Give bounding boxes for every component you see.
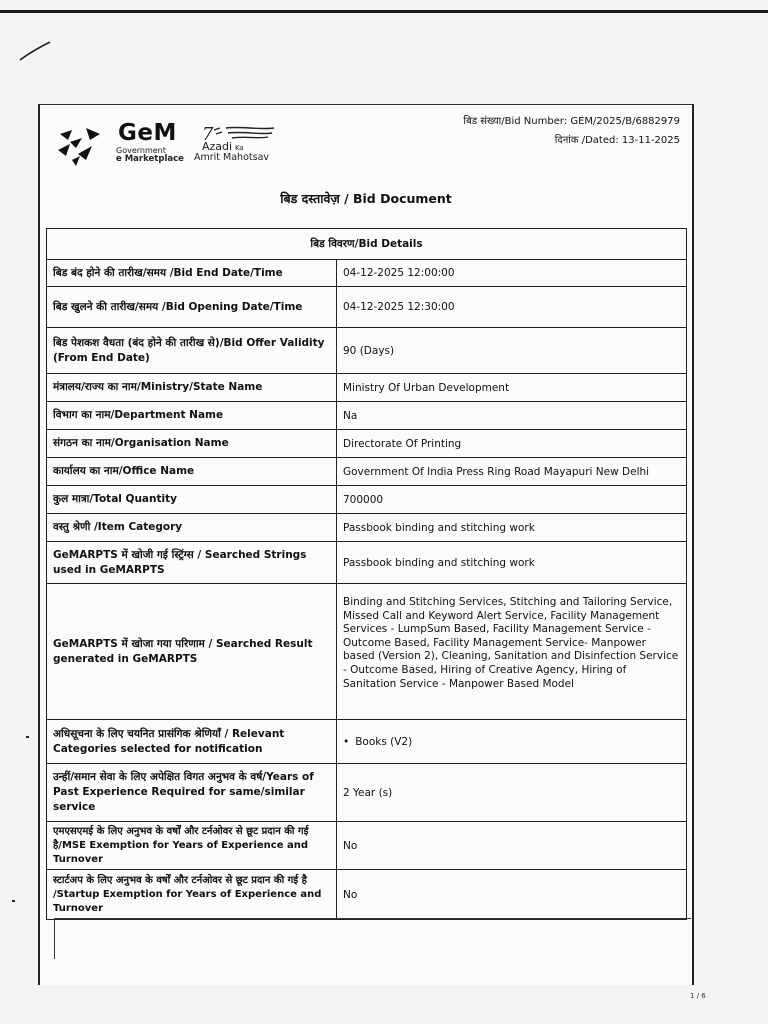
table-row — [47, 402, 687, 430]
row-label-office: कार्यालय का नाम/Office Name — [47, 458, 337, 486]
gem-logo-wordmark: GeM — [118, 120, 177, 146]
next-table-start — [54, 918, 691, 959]
table-row — [47, 430, 687, 458]
table-row — [47, 720, 687, 764]
document-title: बिड दस्तावेज़ / Bid Document — [280, 191, 452, 206]
svg-text:7: 7 — [202, 124, 214, 145]
table-row — [47, 287, 687, 328]
bid-number-line — [463, 112, 680, 131]
table-row — [47, 486, 687, 514]
table-row — [47, 514, 687, 542]
table-row — [47, 584, 687, 720]
row-label-past-experience: उन्हीं/समान सेवा के लिए अपेक्षित विगत अनुभव के वर्ष/Years of Past Experience Required for same/similar service — [47, 764, 337, 822]
row-value-bid-end-date: 04-12-2025 12:00:00 — [337, 260, 687, 287]
row-label-startup-exemption: स्टार्टअप के लिए अनुभव के वर्षों और टर्नओवर से छूट प्रदान की गई है /Startup Exemption for Years of Experience and Turnover — [47, 870, 337, 920]
header-logos — [56, 120, 306, 172]
table-row — [47, 328, 687, 374]
bid-number-label: बिड संख्या/Bid Number: — [463, 116, 568, 127]
row-label-relevant-categories: अधिसूचना के लिए चयनित प्रासंगिक श्रेणियाँ / Relevant Categories selected for notification — [47, 720, 337, 764]
gem-logo-subtitle — [116, 146, 184, 164]
row-value-item-category: Passbook binding and stitching work — [337, 514, 687, 542]
row-label-organisation: संगठन का नाम/Organisation Name — [47, 430, 337, 458]
page-number: 1 / 6 — [690, 992, 706, 1000]
row-label-total-quantity: कुल मात्रा/Total Quantity — [47, 486, 337, 514]
bullet-icon: • — [343, 735, 350, 748]
table-header-row — [47, 229, 687, 260]
row-label-department: विभाग का नाम/Department Name — [47, 402, 337, 430]
row-value-office: Government Of India Press Ring Road Mayapuri New Delhi — [337, 458, 687, 486]
gem-logo-subtitle-line2: e Marketplace — [116, 154, 184, 164]
row-label-bid-end-date: बिड बंद होने की तारीख/समय /Bid End Date/Time — [47, 260, 337, 287]
row-label-searched-result: GeMARPTS में खोजा गया परिणाम / Searched Result generated in GeMARPTS — [47, 584, 337, 720]
azadi-logo-text — [194, 140, 270, 163]
table-row — [47, 764, 687, 822]
bid-number-value: GEM/2025/B/6882979 — [570, 116, 680, 127]
table-row — [47, 870, 687, 920]
bid-date-line — [463, 131, 680, 150]
row-value-relevant-categories — [337, 720, 687, 764]
gem-logo-subtitle-line1: Government — [116, 146, 166, 155]
bid-meta — [463, 112, 680, 150]
azadi-ka-word: Ka — [234, 144, 244, 152]
row-label-bid-opening-date: बिड खुलने की तारीख/समय /Bid Opening Date/Time — [47, 287, 337, 328]
margin-mark — [12, 900, 15, 902]
row-value-past-experience: 2 Year (s) — [337, 764, 687, 822]
row-label-bid-offer-validity: बिड पेशकश वैधता (बंद होने की तारीख से)/Bid Offer Validity (From End Date) — [47, 328, 337, 374]
row-value-ministry: Ministry Of Urban Development — [337, 374, 687, 402]
row-value-department: Na — [337, 402, 687, 430]
table-row — [47, 542, 687, 584]
pen-stroke-mark — [18, 40, 52, 62]
table-row — [47, 260, 687, 287]
table-row — [47, 458, 687, 486]
gem-logo-icon — [56, 120, 112, 168]
table-row — [47, 374, 687, 402]
row-label-ministry: मंत्रालय/राज्य का नाम/Ministry/State Name — [47, 374, 337, 402]
row-label-mse-exemption: एमएसएमई के लिए अनुभव के वर्षों और टर्नओवर से छूट प्रदान की गई है/MSE Exemption for Years of Experience and Turnover — [47, 822, 337, 870]
row-value-startup-exemption: No — [337, 870, 687, 920]
row-value-searched-strings: Passbook binding and stitching work — [337, 542, 687, 584]
amrit-mahotsav-words: Amrit Mahotsav — [194, 152, 270, 163]
row-label-item-category: वस्तु श्रेणी /Item Category — [47, 514, 337, 542]
row-value-bid-offer-validity: 90 (Days) — [337, 328, 687, 374]
row-value-total-quantity: 700000 — [337, 486, 687, 514]
row-value-bid-opening-date: 04-12-2025 12:30:00 — [337, 287, 687, 328]
margin-mark — [26, 736, 29, 738]
row-value-searched-result: Binding and Stitching Services, Stitching and Tailoring Service, Missed Call and Keyword Alert Service, Facility Management Services - LumpSum Based, Facility Management Service - Outcome Based, Facility Management Service- Manpower based (Version 2), Cleaning, Sanitation and Disinfection Service - Outcome Based, Hiring of Creative Agency, Hiring of Sanitation Service - Manpower Based Model — [337, 584, 687, 720]
scan-top-rule — [0, 10, 768, 13]
azadi-word: Azadi — [202, 140, 233, 153]
row-value-mse-exemption: No — [337, 822, 687, 870]
bid-details-heading: बिड विवरण/Bid Details — [47, 229, 687, 260]
bid-date-value: 13-11-2025 — [621, 135, 680, 146]
bid-details-table — [46, 228, 687, 920]
bid-date-label: दिनांक /Dated: — [554, 135, 619, 146]
relevant-category-item: Books (V2) — [355, 735, 413, 748]
row-value-organisation: Directorate Of Printing — [337, 430, 687, 458]
table-row — [47, 822, 687, 870]
row-label-searched-strings: GeMARPTS में खोजी गई स्ट्रिंग्स / Searched Strings used in GeMARPTS — [47, 542, 337, 584]
